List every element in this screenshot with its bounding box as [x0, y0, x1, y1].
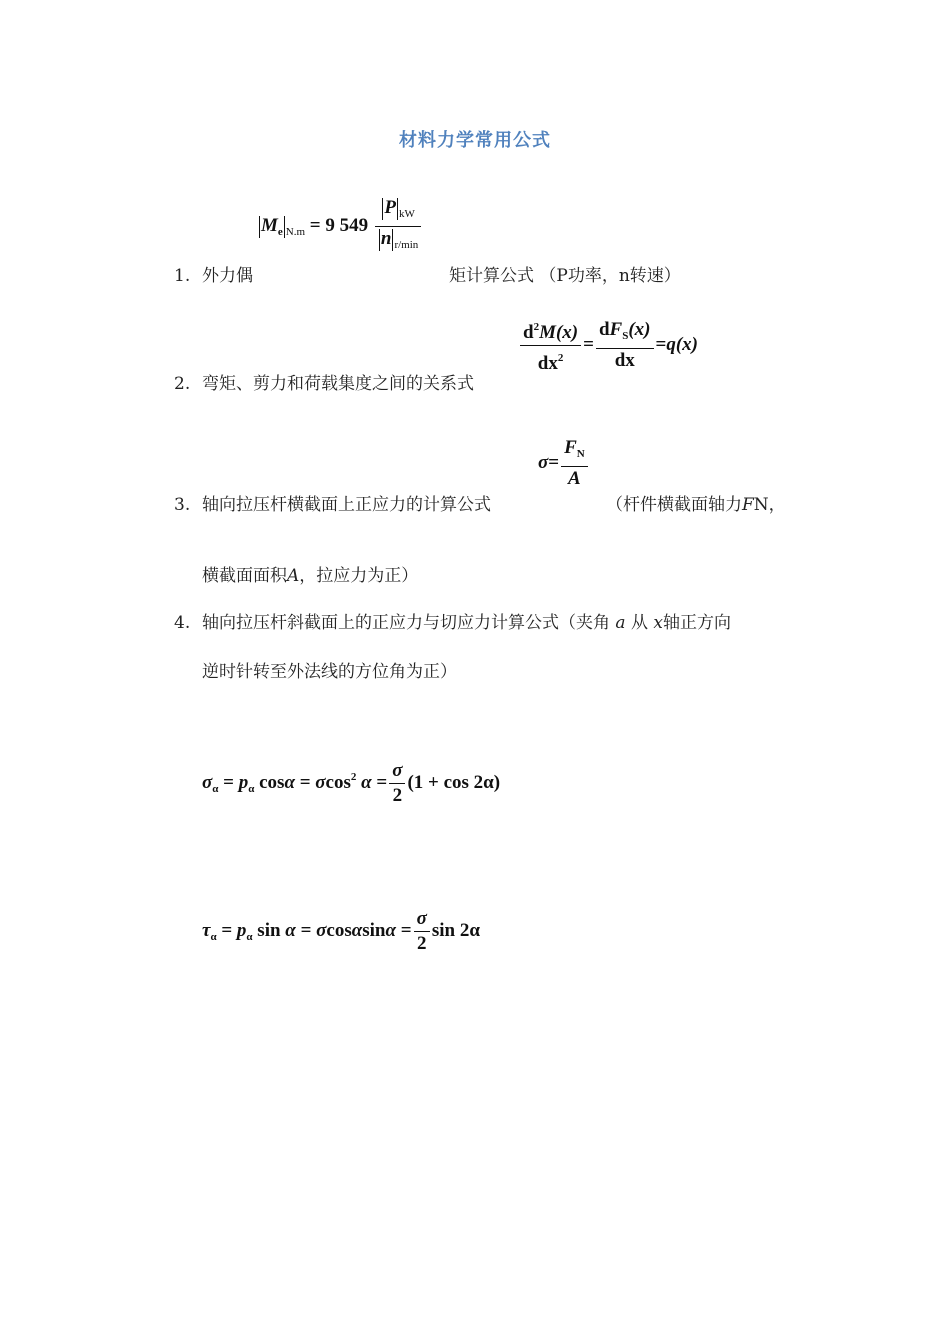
equation-external-couple: $M_e$ $_{N.m}$ = 9 549 $\frac{P _{kW}}{n _{r/min}}$ — [258, 197, 423, 256]
item-1-continued: 矩计算公式 （P功率，n转速） — [449, 266, 681, 286]
item-3: 3. 轴向拉压杆横截面上正应力的计算公式 — [174, 495, 491, 515]
equation-normal-stress: σ= $\frac{F_N}{A}$ — [538, 437, 590, 490]
item-3-note-line2: 横截面面积A，拉应力为正） — [202, 566, 419, 586]
item-4-line2: 逆时针转至外法线的方位角为正） — [202, 662, 457, 682]
equation-moment-shear-load: $\frac{d^2M(x)}{dx^2}$ = $\frac{dF_S(x)}{dx}$ =q(x) — [518, 316, 698, 375]
page-title: 材料力学常用公式 — [399, 130, 551, 151]
item-3-note: （杆件横截面轴力FN， — [606, 495, 786, 515]
equation-inclined-shear-stress: $\tau_\alpha = p_\alpha$ sin α = σcosαsinα = $\frac{\sigma}{2}$ sin 2α — [202, 908, 480, 954]
item-1: 1. 外力偶 — [174, 266, 253, 286]
item-2: 2. 弯矩、剪力和荷载集度之间的关系式 — [174, 374, 474, 394]
item-4: 4. 轴向拉压杆斜截面上的正应力与切应力计算公式（夹角 a 从 x轴正方向 — [174, 613, 731, 633]
equation-inclined-normal-stress: $\sigma_\alpha = p_\alpha$ cosα = σcos$^2$ α = $\frac{\sigma}{2}$ (1 + cos 2α) — [202, 760, 501, 806]
